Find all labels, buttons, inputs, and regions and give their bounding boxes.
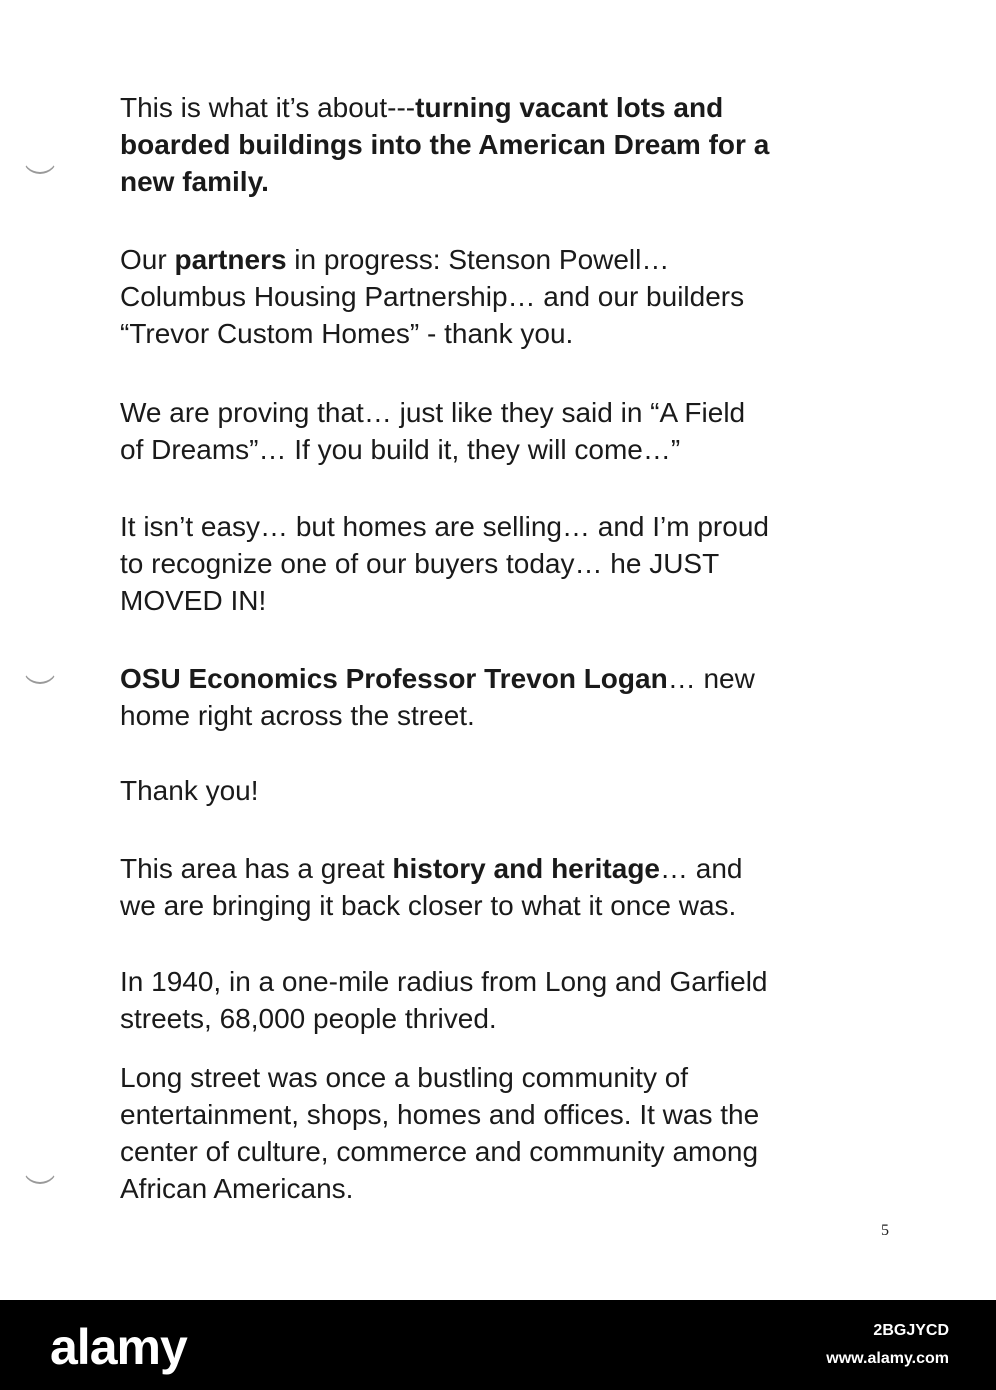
emphasis-text: partners (174, 244, 287, 275)
image-id: 2BGJYCD (873, 1322, 949, 1339)
binder-hole-top (22, 152, 58, 174)
paragraph-text: Long street was once a bustling community of (120, 1062, 689, 1093)
emphasis-text: new family. (120, 166, 269, 197)
paragraph-text: This area has a great (120, 853, 393, 884)
paragraph-text: We are proving that… just like they said in “A Field (120, 397, 746, 428)
paragraph-text: Thank you! (120, 775, 259, 806)
paragraph-text: It isn’t easy… but homes are selling… and I’m proud (120, 511, 769, 542)
paragraph-partners (120, 241, 920, 352)
paragraph-homes-selling (120, 508, 920, 619)
emphasis-text: history and heritage (392, 853, 660, 884)
paragraph-text: African Americans. (120, 1173, 354, 1204)
paragraph-thank-you (120, 772, 920, 809)
paragraph-text: streets, 68,000 people thrived. (120, 1003, 497, 1034)
paragraph-text: we are bringing it back closer to what it once was. (120, 890, 737, 921)
paragraph-long-street (120, 1059, 920, 1207)
emphasis-text: OSU Economics Professor Trevon Logan (120, 663, 668, 694)
paragraph-text: entertainment, shops, homes and offices. It was the (120, 1099, 760, 1130)
paragraph-text: In 1940, in a one-mile radius from Long and Garfield (120, 966, 768, 997)
paragraph-text: “Trevor Custom Homes” - thank you. (120, 318, 574, 349)
emphasis-text: turning vacant lots and (415, 92, 724, 123)
binder-hole-bottom (22, 1162, 58, 1184)
paragraph-professor (120, 660, 920, 734)
alamy-logo: alamy (50, 1319, 187, 1375)
paragraph-text: center of culture, commerce and community among (120, 1136, 759, 1167)
paragraph-text: … and (660, 853, 743, 884)
paragraph-text: Our (120, 244, 175, 275)
paragraph-text: of Dreams”… If you build it, they will come…” (120, 434, 681, 465)
paragraph-text: … new (667, 663, 755, 694)
site-url: www.alamy.com (826, 1350, 949, 1367)
emphasis-text: boarded buildings into the American Dream for a (120, 129, 770, 160)
paragraph-american-dream (120, 89, 920, 200)
paragraph-history (120, 850, 920, 924)
page-number: 5 (881, 1222, 889, 1239)
paragraph-text: This is what it’s about--- (120, 92, 416, 123)
binder-hole-middle (22, 662, 58, 684)
paragraph-text: MOVED IN! (120, 585, 267, 616)
paragraph-text: in progress: Stenson Powell… (286, 244, 670, 275)
paragraph-text: Columbus Housing Partnership… and our builders (120, 281, 745, 312)
paragraph-text: home right across the street. (120, 700, 475, 731)
paragraph-1940 (120, 963, 920, 1037)
paragraph-text: to recognize one of our buyers today… he JUST (120, 548, 720, 579)
paragraph-field-of-dreams (120, 394, 920, 468)
